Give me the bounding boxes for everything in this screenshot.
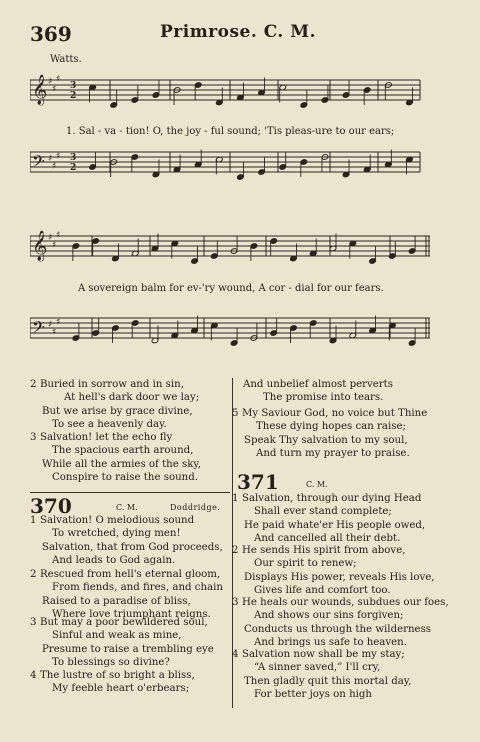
hymn-title: Primrose. C. M.	[160, 22, 317, 42]
lyric-line-2: A sovereign balm for ev-'ry wound, A cor - dial for our fears.	[78, 283, 384, 294]
verse-number: 4	[30, 670, 37, 681]
hymn-separator-rule	[30, 492, 230, 493]
time-signature: 2	[70, 163, 77, 173]
hymn370-verse-3: 3 But may a poor bewildered soul, Sinful and weak as mine, Presume to raise a trembling eye To blessings so divine?	[30, 617, 214, 668]
hymn371-verse-1: 1 Salvation, through our dying Head Shall ever stand complete; He paid whate'er His people owed, And cancelled all their debt.	[232, 493, 426, 544]
bass-clef-icon: 𝄢	[32, 151, 45, 175]
sharp-icon: ♯	[52, 327, 57, 338]
time-signature: 3	[70, 81, 77, 91]
hymn-370-meter: C. M.	[116, 503, 138, 512]
time-signature: 2	[70, 91, 77, 101]
hymn-number: 369	[30, 22, 72, 46]
sharp-icon: ♯	[52, 240, 57, 251]
verse-number: 4	[232, 649, 239, 660]
verse-number: 2	[30, 569, 37, 580]
hymn370-verse-4: 4 The lustre of so bright a bliss, My feeble heart o'erbears;	[30, 670, 195, 695]
verse-number: 5	[232, 408, 239, 419]
verse-number: 3	[232, 597, 239, 608]
treble-clef-icon: 𝄞	[32, 231, 48, 261]
lyric-line-1: 1. Sal - va - tion! O, the joy - ful sound; 'Tis pleas-ure to our ears;	[66, 126, 395, 137]
hymn369-verse-5: 5 My Saviour God, no voice but Thine These dying hopes can raise; Speak Thy salvation to my soul, And turn my prayer to praise.	[232, 408, 428, 459]
sharp-icon: ♯	[48, 154, 53, 164]
hymn-370-author: Doddridge.	[170, 503, 221, 512]
verse-number: 3	[30, 432, 37, 443]
verse-number: 2	[30, 379, 37, 390]
hymn371-verse-2: 2 He sends His spirit from above, Our spirit to renew; Displays His power, reveals His love, Gives life and comfort too.	[232, 545, 435, 596]
verse-number: 2	[232, 545, 239, 556]
sharp-icon: ♯	[56, 74, 61, 85]
sharp-icon: ♯	[48, 320, 53, 330]
verse-number: 3	[30, 617, 37, 628]
verse-number: 1	[232, 493, 239, 504]
hymn369-verse-3: 3 Salvation! let the echo fly The spacious earth around, While all the armies of the sky, Conspire to raise the sound.	[30, 432, 202, 483]
hymn-371-number: 371	[237, 470, 279, 494]
sharp-icon: ♯	[56, 151, 61, 162]
sharp-icon: ♯	[56, 317, 61, 328]
hymn371-verse-3: 3 He heals our wounds, subdues our foes, And shows our sins forgiven; Conducts us through the wilderness And brings us safe to heaven.	[232, 597, 449, 648]
hymn370-verse-2: 2 Rescued from hell's eternal gloom, From fiends, and fires, and chain Raised to a paradise of bliss, Where love triumphant reigns.	[30, 569, 223, 620]
hymn-370-number: 370	[30, 494, 72, 518]
hymn369-verse-2: 2 Buried in sorrow and in sin, At hell's dark door we lay; But we arise by grace divine, To see a heavenly day.	[30, 379, 200, 430]
hymn-371-meter: C. M.	[306, 480, 328, 489]
verse-number: 1	[30, 515, 37, 526]
hymn369-verse-4-continued: And unbelief almost perverts The promise into tears.	[243, 379, 393, 404]
sharp-icon: ♯	[48, 77, 53, 87]
sharp-icon: ♯	[56, 230, 61, 241]
bass-clef-icon: 𝄢	[32, 317, 45, 341]
sharp-icon: ♯	[48, 233, 53, 243]
time-signature: 3	[70, 153, 77, 163]
composer-credit: Watts.	[50, 54, 82, 65]
hymn371-verse-4: 4 Salvation now shall be my stay; “A sinner saved,” I'll cry, Then gladly quit this mortal day, For better joys on high	[232, 649, 412, 700]
sharp-icon: ♯	[52, 84, 57, 95]
sharp-icon: ♯	[52, 161, 57, 172]
treble-clef-icon: 𝄞	[32, 75, 48, 105]
hymn370-verse-1: 1 Salvation! O melodious sound To wretched, dying men! Salvation, that from God proceeds, And leads to God again.	[30, 515, 223, 566]
